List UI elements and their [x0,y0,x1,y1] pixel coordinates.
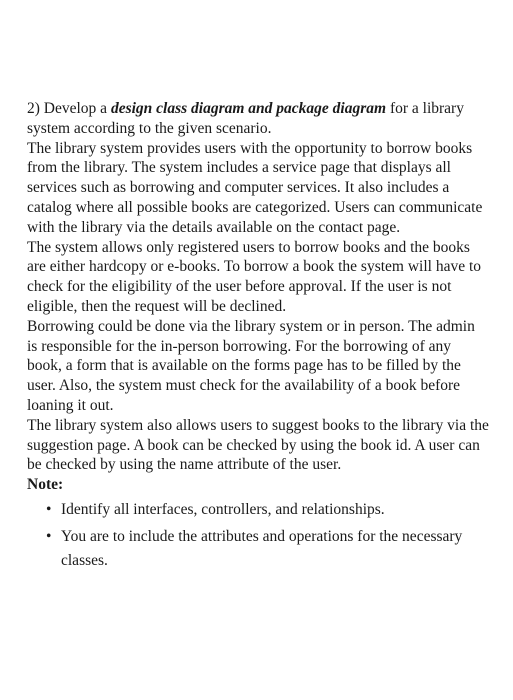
note-item [27,525,489,573]
intro-suffix: for a library system according to the given scenario. [27,100,464,137]
question-intro [27,99,489,139]
note-item-text: Identify all interfaces, controllers, and relationships. [61,500,385,518]
bullet-icon: • [46,527,52,545]
note-item-text: You are to include the attributes and operations for the necessary classes. [61,527,463,569]
scenario-paragraph-1: The library system provides users with the opportunity to borrow books from the library. The system includes a service page that displays all services such as borrowing and computer services. It also includes a catalog where all possible books are categorized. Users can communicate with the library via the details available on the contact page. [27,139,483,236]
note-list [27,498,489,573]
scenario-paragraph-3: Borrowing could be done via the library system or in person. The admin is responsible for the in-person borrowing. For the borrowing of any book, a form that is available on the forms page has to be filled by the user. Also, the system must check for the availability of a book before loaning it out. [27,317,475,414]
intro-emphasis: design class diagram and package diagram [110,100,387,117]
intro-prefix: 2) Develop a [27,100,111,117]
question-document [27,99,489,576]
scenario-paragraph-2: The system allows only registered users to borrow books and the books are either hardcopy or e-books. To borrow a book the system will have to check for the eligibility of the user before approval. If the user is not eligible, then the request will be declined. [27,238,482,315]
scenario-paragraph-4: The library system also allows users to suggest books to the library via the suggestion page. A book can be checked by using the book id. A user can be checked by using the name attribute of the user. [27,416,489,474]
note-item [27,498,489,522]
note-title: Note: [27,476,64,494]
bullet-icon: • [46,500,52,518]
